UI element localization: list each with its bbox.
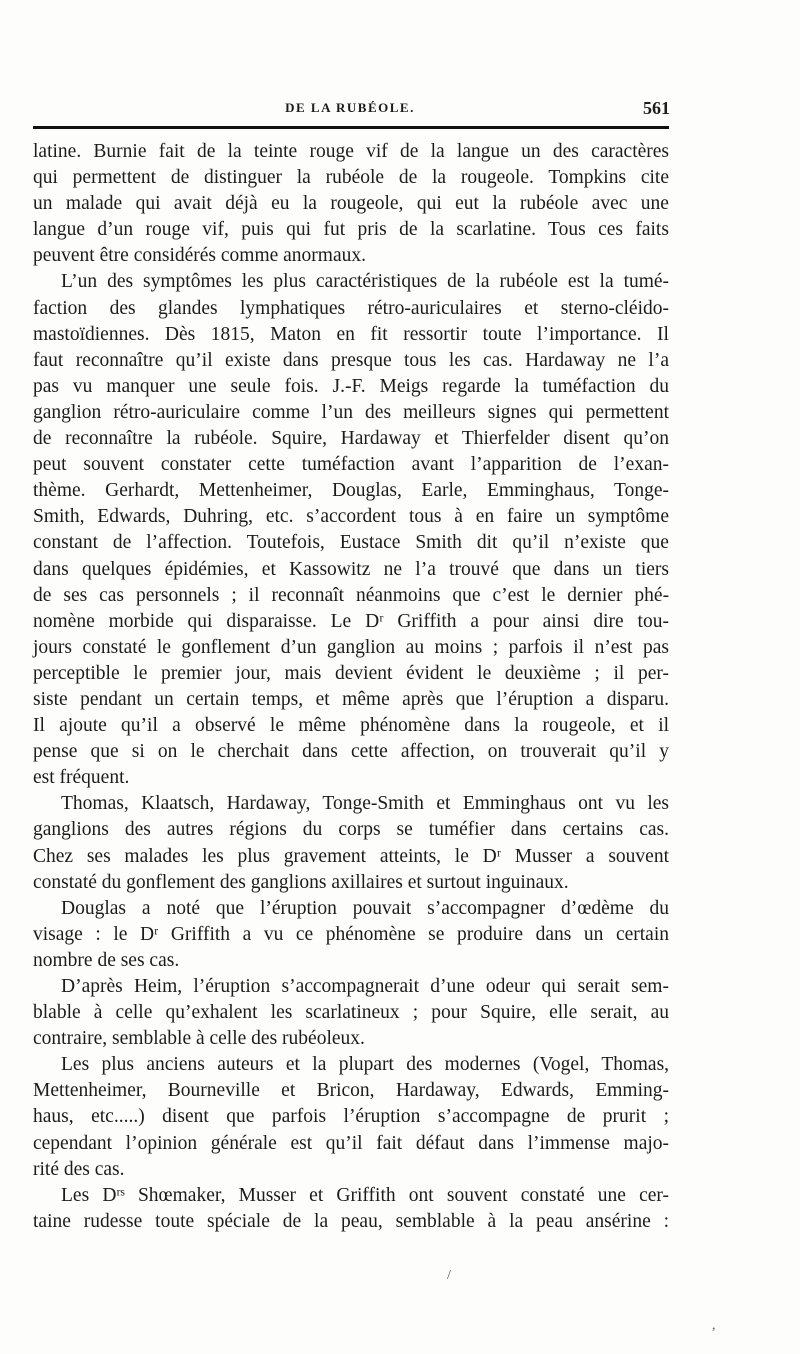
text-line: haus, etc.....) disent que parfois l’éruption s’accompagne de prurit ; xyxy=(33,1106,670,1128)
text-line: D’après Heim, l’éruption s’accompagnerait d’une odeur qui serait sem- xyxy=(61,976,669,997)
text-line: de reconnaître la rubéole. Squire, Hardaway et Thierfelder disent qu’on xyxy=(33,428,669,450)
text-line: dans quelques épidémies, et Kassowitz ne l’a trouvé que dans un tiers xyxy=(33,558,669,580)
text-line: un malade qui avait déjà eu la rougeole, qui eut la rubéole avec une xyxy=(33,193,669,215)
body-text xyxy=(33,139,669,1235)
text-line: Thomas, Klaatsch, Hardaway, Tonge-Smith et Emminghaus ont vu les xyxy=(61,793,670,815)
stray-mark: , xyxy=(712,1318,716,1333)
running-header xyxy=(30,98,670,120)
text-line: latine. Burnie fait de la teinte rouge vif de la langue un des caractères xyxy=(33,141,670,162)
page-number: 561 xyxy=(643,98,670,118)
text-line: pense que si on le cherchait dans cette affection, on trouverait qu’il y xyxy=(33,741,669,763)
text-line: ganglions des autres régions du corps se tuméfier dans certains cas. xyxy=(33,819,670,841)
text-line: faction des glandes lymphatiques rétro-auriculaires et sterno-cléido- xyxy=(33,297,669,319)
text-line: constant de l’affection. Toutefois, Eustace Smith dit qu’il n’existe que xyxy=(33,532,669,554)
text-line: mastoïdiennes. Dès 1815, Maton en fit ressortir toute l’importance. Il xyxy=(33,323,669,345)
text-line: Douglas a noté que l’éruption pouvait s’accompagner d’œdème du xyxy=(61,897,669,919)
text-line: Smith, Edwards, Duhring, etc. s’accordent tous à en faire un symptôme xyxy=(33,506,669,528)
text-line: thème. Gerhardt, Mettenheimer, Douglas, Earle, Emminghaus, Tonge- xyxy=(33,480,669,502)
text-line: jours constaté le gonflement d’un ganglion au moins ; parfois il n’est pas xyxy=(33,636,669,658)
text-line: de ses cas personnels ; il reconnaît néanmoins que c’est le dernier phé- xyxy=(33,584,670,606)
text-line: cependant l’opinion générale est qu’il fait défaut dans l’immense majo- xyxy=(33,1132,670,1154)
text-line: perceptible le premier jour, mais devient évident le deuxième ; il per- xyxy=(33,662,670,684)
text-line: langue d’un rouge vif, puis qui fut pris de la scarlatine. Tous ces faits xyxy=(33,219,669,241)
text-line: Mettenheimer, Bourneville et Bricon, Hardaway, Edwards, Emming- xyxy=(33,1080,669,1102)
text-line: nomène morbide qui disparaisse. Le Dʳ Griffith a pour ainsi dire tou- xyxy=(33,610,669,632)
text-line: Il ajoute qu’il a observé le même phénomène dans la rougeole, et il xyxy=(33,715,670,737)
text-line: Chez ses malades les plus gravement atteints, le Dʳ Musser a souvent xyxy=(33,845,669,867)
text-line: Les plus anciens auteurs et la plupart des modernes (Vogel, Thomas, xyxy=(61,1054,670,1076)
text-line: est fréquent. xyxy=(33,767,130,789)
text-line: constaté du gonflement des ganglions axillaires et surtout inguinaux. xyxy=(33,871,569,893)
text-line: Les Dʳˢ Shœmaker, Musser et Griffith ont souvent constaté une cer- xyxy=(61,1184,669,1206)
text-line: L’un des symptômes les plus caractéristiques de la rubéole est la tumé- xyxy=(61,271,670,293)
text-line: visage : le Dʳ Griffith a vu ce phénomène se produire dans un certain xyxy=(33,923,669,945)
text-line: ganglion rétro-auriculaire comme l’un des meilleurs signes qui permettent xyxy=(33,401,669,423)
text-line: qui permettent de distinguer la rubéole de la rougeole. Tompkins cite xyxy=(33,167,669,189)
text-line: blable à celle qu’exhalent les scarlatineux ; pour Squire, elle serait, au xyxy=(33,1002,669,1024)
running-title: DE LA RUBÉOLE. xyxy=(285,100,415,115)
text-line: taine rudesse toute spéciale de la peau, semblable à la peau ansérine : xyxy=(33,1210,670,1232)
text-line: rité des cas. xyxy=(33,1158,125,1180)
header-rule xyxy=(33,126,669,129)
text-line: peuvent être considérés comme anormaux. xyxy=(33,245,366,267)
text-line: nombre de ses cas. xyxy=(33,949,180,971)
text-line: siste pendant un certain temps, et même après que l’éruption a disparu. xyxy=(33,688,670,710)
text-line: pas vu manquer une seule fois. J.-F. Meigs regarde la tuméfaction du xyxy=(33,375,670,397)
stray-mark: / xyxy=(447,1268,451,1283)
text-line: contraire, semblable à celle des rubéoleux. xyxy=(33,1028,365,1050)
text-line: faut reconnaître qu’il existe dans presque tous les cas. Hardaway ne l’a xyxy=(33,349,669,371)
text-line: peut souvent constater cette tuméfaction avant l’apparition de l’exan- xyxy=(33,454,669,476)
